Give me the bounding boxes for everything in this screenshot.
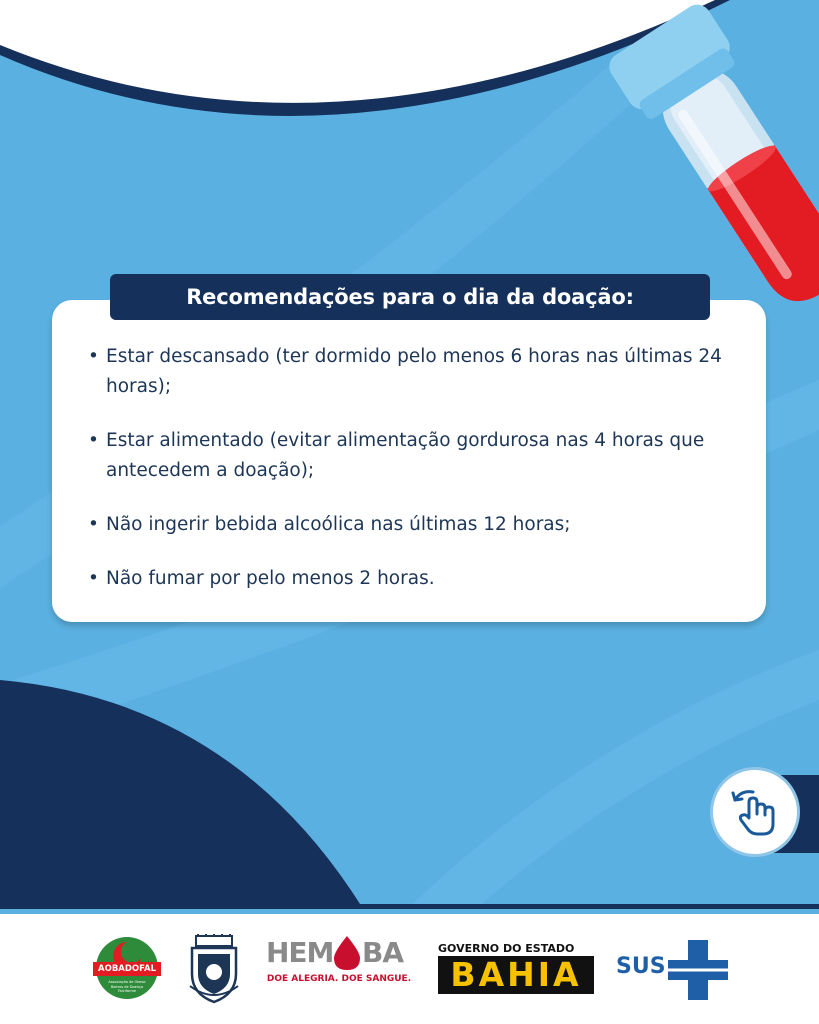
list-item (88, 510, 728, 540)
recommendation-text: Não ingerir bebida alcoólica nas últimas 12 horas; (106, 514, 571, 535)
bahia-banner (438, 956, 594, 994)
swipe-button[interactable] (710, 767, 800, 857)
city-crest-icon (186, 934, 242, 1006)
governo-label: GOVERNO DO ESTADO (438, 942, 575, 955)
aobadofal-name: AOBADOFAL (98, 964, 156, 974)
sus-logo (616, 940, 732, 1000)
hemoba-logo (264, 936, 414, 992)
hemoba-letters-right: BA (362, 936, 404, 969)
aobadofal-subtitle: Associação de Obeso Bairros de Doença Falciforme (108, 980, 146, 993)
recommendations-card (52, 300, 766, 622)
bullet: • (88, 568, 99, 589)
recommendation-text: Estar alimentado (evitar alimentação gordurosa nas 4 horas que antecedem a doação); (106, 430, 705, 481)
hemoba-slogan: DOE ALEGRIA. DOE SANGUE. (266, 974, 412, 984)
sus-wordmark: SUS (616, 954, 666, 979)
bullet: • (88, 346, 99, 367)
swipe-hand-icon (727, 784, 783, 840)
list-item (88, 564, 728, 594)
recommendations-list (88, 342, 728, 618)
recommendation-text: Não fumar por pelo menos 2 horas. (106, 568, 435, 589)
bullet: • (88, 514, 99, 535)
footer-logos (0, 914, 819, 1024)
list-item (88, 342, 728, 402)
hemoba-letters-left: HEM (266, 936, 334, 969)
medical-cross-icon (668, 940, 728, 1000)
governo-bahia-logo (438, 942, 594, 996)
list-item (88, 426, 728, 486)
bahia-wordmark: BAHIA (450, 955, 582, 994)
municipal-crest-logo (186, 934, 242, 1006)
blood-drop-icon (334, 936, 360, 970)
aobadofal-logo (91, 936, 163, 1000)
recommendations-heading: Recomendações para o dia da doação: (110, 274, 710, 320)
bullet: • (88, 430, 99, 451)
recommendation-text: Estar descansado (ter dormido pelo menos 6 horas nas últimas 24 horas); (106, 346, 722, 397)
